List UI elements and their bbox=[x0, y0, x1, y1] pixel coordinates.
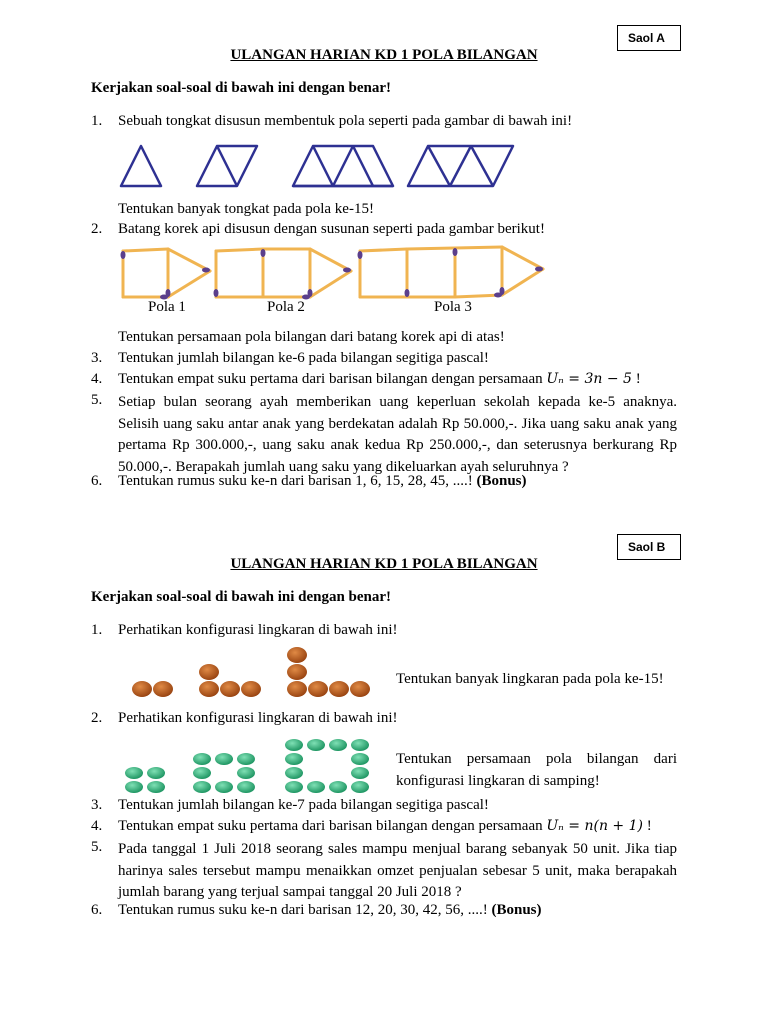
b-q6-number: 6. bbox=[91, 902, 103, 918]
q6-text bbox=[118, 473, 527, 490]
matchstick-patterns bbox=[118, 243, 548, 303]
soal-b-title: ULANGAN HARIAN KD 1 POLA BILANGAN bbox=[230, 556, 538, 572]
green-circle-patterns bbox=[120, 736, 380, 796]
b-q5-number: 5. bbox=[91, 839, 103, 855]
q1-number: 1. bbox=[91, 113, 103, 129]
b-q3-text: Tentukan jumlah bilangan ke-7 pada bilangan segitiga pascal! bbox=[118, 797, 489, 813]
pola-3-label: Pola 3 bbox=[434, 299, 472, 315]
q2-followup: Tentukan persamaan pola bilangan dari batang korek api di atas! bbox=[118, 329, 505, 345]
q3-text: Tentukan jumlah bilangan ke-6 pada bilangan segitiga pascal! bbox=[118, 350, 489, 366]
q1-followup: Tentukan banyak tongkat pada pola ke-15! bbox=[118, 201, 374, 217]
b-q4-text-before: Tentukan empat suku pertama dari barisan bilangan dengan persamaan bbox=[118, 818, 547, 834]
q3-number: 3. bbox=[91, 350, 103, 366]
q1-text: Sebuah tongkat disusun membentuk pola seperti pada gambar di bawah ini! bbox=[118, 113, 573, 129]
b-q2-number: 2. bbox=[91, 710, 103, 726]
b-q1-text: Perhatikan konfigurasi lingkaran di bawah ini! bbox=[118, 622, 398, 638]
q5-number: 5. bbox=[91, 392, 103, 408]
q2-number: 2. bbox=[91, 221, 103, 237]
b-q4-text bbox=[118, 818, 652, 835]
soal-a-badge: Saol A bbox=[617, 25, 681, 51]
b-q4-formula: Uₙ = n(n + 1) bbox=[546, 818, 643, 834]
pola-1-label: Pola 1 bbox=[148, 299, 186, 315]
brown-circle-patterns bbox=[130, 643, 380, 701]
b-q6-text bbox=[118, 902, 542, 919]
q4-text-after: ! bbox=[631, 371, 641, 387]
b-q5-text: Pada tanggal 1 Juli 2018 seorang sales mampu menjual barang sebanyak 50 unit. Jika tiap harinya sales tersebut mampu menaikkan omzet penjualan sebesar 5 unit, maka berapakah jumlah barang yang terjual sampai tanggal 20 Juli 2018 ? bbox=[118, 841, 677, 900]
soal-b-badge: Saol B bbox=[617, 534, 681, 560]
b-q1-number: 1. bbox=[91, 622, 103, 638]
q4-number: 4. bbox=[91, 371, 103, 387]
soal-b-instruction: Kerjakan soal-soal di bawah ini dengan benar! bbox=[91, 589, 392, 605]
b-q2-side-text: Tentukan persamaan pola bilangan dari konfigurasi lingkaran di samping! bbox=[396, 751, 677, 789]
b-q3-number: 3. bbox=[91, 797, 103, 813]
b-q6-text-main: Tentukan rumus suku ke-n dari barisan 12, 20, 30, 42, 56, ....! bbox=[118, 902, 492, 918]
b-q1-side-text: Tentukan banyak lingkaran pada pola ke-15! bbox=[396, 671, 664, 687]
pola-2-label: Pola 2 bbox=[267, 299, 305, 315]
q4-text bbox=[118, 371, 641, 388]
b-q6-bonus: (Bonus) bbox=[491, 902, 542, 918]
q6-number: 6. bbox=[91, 473, 103, 489]
q2-text: Batang korek api disusun dengan susunan seperti pada gambar berikut! bbox=[118, 221, 545, 237]
q4-text-before: Tentukan empat suku pertama dari barisan bilangan dengan persamaan bbox=[118, 371, 547, 387]
b-q2-text: Perhatikan konfigurasi lingkaran di bawah ini! bbox=[118, 710, 398, 726]
soal-a-title: ULANGAN HARIAN KD 1 POLA BILANGAN bbox=[230, 47, 538, 63]
stick-triangle-patterns bbox=[115, 142, 525, 190]
q4-formula: Uₙ = 3n − 5 bbox=[546, 371, 632, 387]
b-q4-number: 4. bbox=[91, 818, 103, 834]
q6-text-main: Tentukan rumus suku ke-n dari barisan 1, 6, 15, 28, 45, ....! bbox=[118, 473, 477, 489]
soal-a-instruction: Kerjakan soal-soal di bawah ini dengan benar! bbox=[91, 80, 392, 96]
q6-bonus: (Bonus) bbox=[476, 473, 527, 489]
q5-text: Setiap bulan seorang ayah memberikan uang keperluan sekolah kepada ke-5 anaknya. Selisih uang saku antar anak yang berdekatan adalah Rp 50.000,-. Jika uang saku anak yang pertama Rp 300.000,-, uang saku anak kedua Rp 250.000,-, dan seterusnya berkurang Rp 50.000,-. Berapakah jumlah uang saku yang dikeluarkan ayah seluruhnya ? bbox=[118, 394, 677, 475]
pattern-1-triangles bbox=[121, 146, 161, 186]
b-q4-text-after: ! bbox=[642, 818, 652, 834]
